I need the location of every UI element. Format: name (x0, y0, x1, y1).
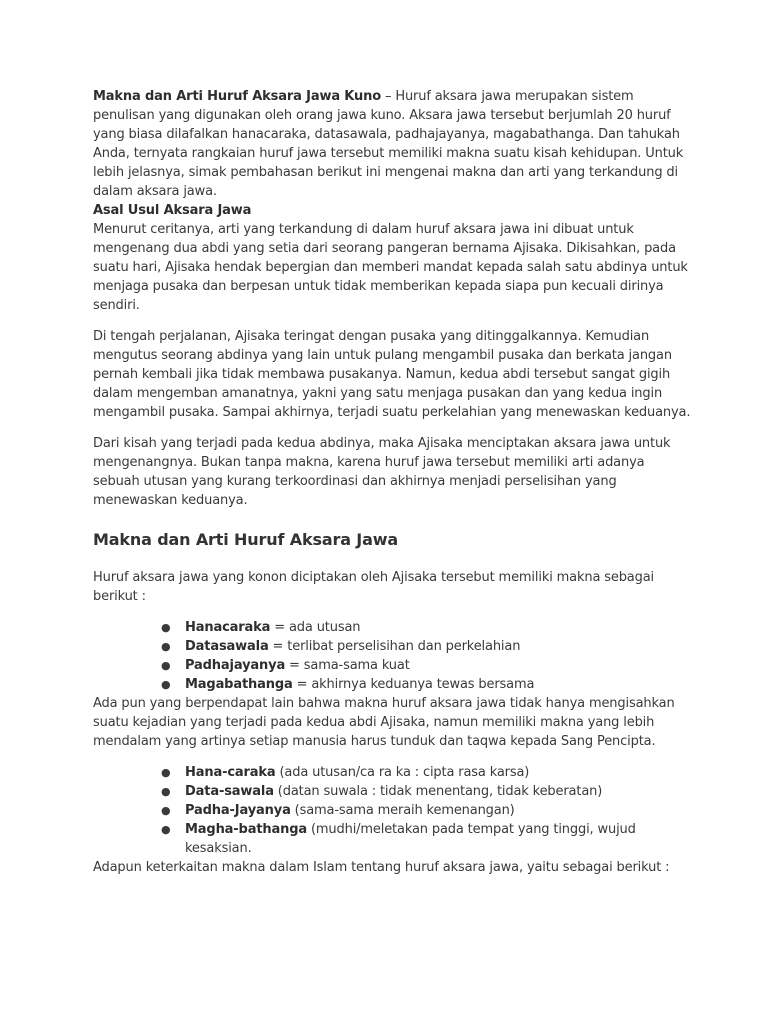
bullet-icon: ● (161, 621, 171, 634)
list-item-term: Hanacaraka (185, 620, 271, 635)
list-item-desc: = ada utusan (270, 620, 361, 635)
bullet-icon: ● (161, 678, 171, 691)
document-body (93, 87, 693, 877)
list-item-term: Padha-Jayanya (185, 803, 291, 818)
list-item (93, 801, 693, 820)
bullet-icon: ● (161, 804, 171, 817)
meaning-list-1 (93, 618, 693, 694)
list-item-desc: = akhirnya keduanya tewas bersama (292, 677, 535, 692)
list-item-term: Magabathanga (185, 677, 293, 692)
list-item-desc: (datan suwala : tidak menentang, tidak keberatan) (273, 784, 603, 799)
origin-heading: Asal Usul Aksara Jawa (93, 203, 252, 218)
list-item-desc: = terlibat perselisihan dan perkelahian (268, 639, 521, 654)
meaning-heading: Makna dan Arti Huruf Aksara Jawa (93, 530, 399, 549)
list-item (93, 820, 693, 858)
meaning-paragraph-2: Ada pun yang berpendapat lain bahwa makna huruf aksara jawa tidak hanya mengisahkan suatu kejadian yang terjadi pada kedua abdi Ajisaka, namun memiliki makna yang lebih mendalam yang artinya setiap manusia harus tunduk dan taqwa kepada Sang Pencipta. (93, 696, 675, 749)
origin-paragraph-1: Menurut ceritanya, arti yang terkandung di dalam huruf aksara jawa ini dibuat untuk mengenang dua abdi yang setia dari seorang pangeran bernama Ajisaka. Dikisahkan, pada suatu hari, Ajisaka hendak bepergian dan memberi mandat kepada salah satu abdinya untuk menjaga pusaka dan berpesan untuk tidak memberikan kepada siapa pun kecuali dirinya sendiri. (93, 222, 688, 313)
meaning-list-2 (93, 763, 693, 858)
bullet-icon: ● (161, 640, 171, 653)
list-item (93, 656, 693, 675)
bullet-icon: ● (161, 785, 171, 798)
list-item (93, 618, 693, 637)
meaning-paragraph-3: Adapun keterkaitan makna dalam Islam tentang huruf aksara jawa, yaitu sebagai berikut : (93, 860, 670, 875)
meaning-intro: Huruf aksara jawa yang konon diciptakan oleh Ajisaka tersebut memiliki makna sebagai berikut : (93, 570, 655, 604)
list-item-term: Hana-caraka (185, 765, 276, 780)
list-item-desc: (mudhi/meletakan pada tempat yang tinggi, wujud kesaksian. (185, 822, 636, 856)
bullet-icon: ● (161, 766, 171, 779)
bullet-icon: ● (161, 659, 171, 672)
bullet-icon: ● (161, 823, 171, 836)
list-item (93, 637, 693, 656)
list-item-term: Magha-bathanga (185, 822, 307, 837)
list-item-term: Datasawala (185, 639, 269, 654)
intro-paragraph (93, 87, 693, 201)
list-item (93, 782, 693, 801)
list-item (93, 763, 693, 782)
intro-title: Makna dan Arti Huruf Aksara Jawa Kuno (93, 89, 381, 104)
list-item-desc: (sama-sama meraih kemenangan) (290, 803, 515, 818)
list-item-desc: (ada utusan/ca ra ka : cipta rasa karsa) (275, 765, 530, 780)
list-item (93, 675, 693, 694)
origin-paragraph-3: Dari kisah yang terjadi pada kedua abdinya, maka Ajisaka menciptakan aksara jawa untuk mengenangnya. Bukan tanpa makna, karena huruf jawa tersebut memiliki arti adanya sebuah utusan yang kurang terkoordinasi dan akhirnya menjadi perselisihan yang menewaskan keduanya. (93, 436, 671, 508)
list-item-term: Data-sawala (185, 784, 274, 799)
list-item-term: Padhajayanya (185, 658, 286, 673)
intro-text: – Huruf aksara jawa merupakan sistem penulisan yang digunakan oleh orang jawa kuno. Aksara jawa tersebut berjumlah 20 huruf yang biasa dilafalkan hanacaraka, datasawala, padhajayanya, magabathanga. Dan tahukah Anda, ternyata rangkaian huruf jawa tersebut memiliki makna suatu kisah kehidupan. Untuk lebih jelasnya, simak pembahasan berikut ini mengenai makna dan arti yang terkandung di dalam aksara jawa. (93, 89, 684, 199)
list-item-desc: = sama-sama kuat (285, 658, 410, 673)
origin-paragraph-2: Di tengah perjalanan, Ajisaka teringat dengan pusaka yang ditinggalkannya. Kemudian mengutus seorang abdinya yang lain untuk pulang mengambil pusaka dan berkata jangan pernah kembali jika tidak membawa pusakanya. Namun, kedua abdi tersebut sangat gigih dalam mengemban amanatnya, yakni yang satu menjaga pusakan dan yang kedua ingin mengambil pusaka. Sampai akhirnya, terjadi suatu perkelahian yang menewaskan keduanya. (93, 329, 691, 420)
